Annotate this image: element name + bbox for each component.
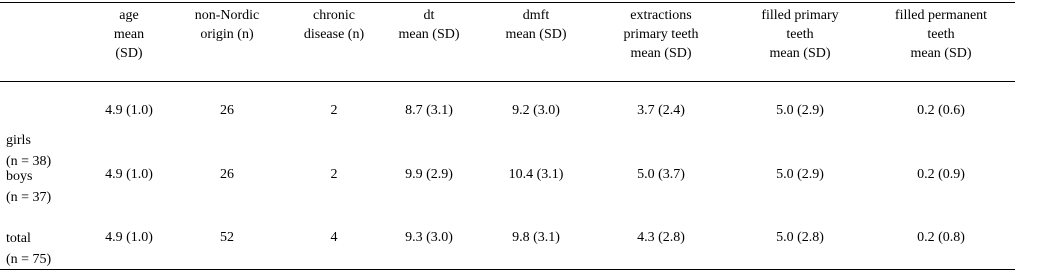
table-cell: 8.7 (3.1)	[405, 103, 453, 118]
column-header-chronic-disease: chronic disease (n)	[303, 8, 365, 42]
table-cell: 4.3 (2.8)	[637, 230, 685, 245]
column-header-dt: dt mean (SD)	[398, 8, 460, 42]
table-header-rule	[0, 81, 1015, 82]
table-cell: 4.9 (1.0)	[105, 167, 153, 182]
table-cell: 10.4 (3.1)	[508, 167, 564, 182]
table-cell: 2	[330, 103, 338, 118]
column-header-extractions-primary-teeth: extractions primary teeth mean (SD)	[623, 8, 699, 61]
table-cell: 4.9 (1.0)	[105, 230, 153, 245]
table-top-rule	[0, 2, 1015, 3]
table-cell: 0.2 (0.8)	[917, 230, 965, 245]
table-cell: 4.9 (1.0)	[105, 103, 153, 118]
table-cell: 9.8 (3.1)	[512, 230, 560, 245]
table-bottom-rule	[0, 269, 1015, 270]
table-cell: 5.0 (2.9)	[776, 167, 824, 182]
row-label-boys: boys (n = 37)	[6, 169, 52, 205]
column-header-age: age mean (SD)	[113, 8, 145, 61]
table-cell: 9.3 (3.0)	[405, 230, 453, 245]
column-header-non-nordic-origin: non-Nordic origin (n)	[194, 8, 260, 42]
table-cell: 26	[220, 167, 234, 182]
column-header-filled-primary-teeth: filled primary teeth mean (SD)	[761, 8, 839, 61]
table-cell: 52	[220, 230, 234, 245]
row-label-girls: girls (n = 38)	[6, 133, 52, 169]
table-cell: 2	[330, 167, 338, 182]
table-cell: 9.9 (2.9)	[405, 167, 453, 182]
table-cell: 0.2 (0.6)	[917, 103, 965, 118]
table-cell: 5.0 (2.9)	[776, 103, 824, 118]
table-cell: 5.0 (2.8)	[776, 230, 824, 245]
column-header-dmft: dmft mean (SD)	[505, 8, 567, 42]
row-label-total: total (n = 75)	[6, 231, 52, 267]
table-cell: 4	[330, 230, 338, 245]
table-cell: 9.2 (3.0)	[512, 103, 560, 118]
table-cell: 3.7 (2.4)	[637, 103, 685, 118]
table-cell: 0.2 (0.9)	[917, 167, 965, 182]
column-header-filled-permanent-teeth: filled permanent teeth mean (SD)	[894, 8, 988, 61]
table-cell: 26	[220, 103, 234, 118]
table-cell: 5.0 (3.7)	[637, 167, 685, 182]
